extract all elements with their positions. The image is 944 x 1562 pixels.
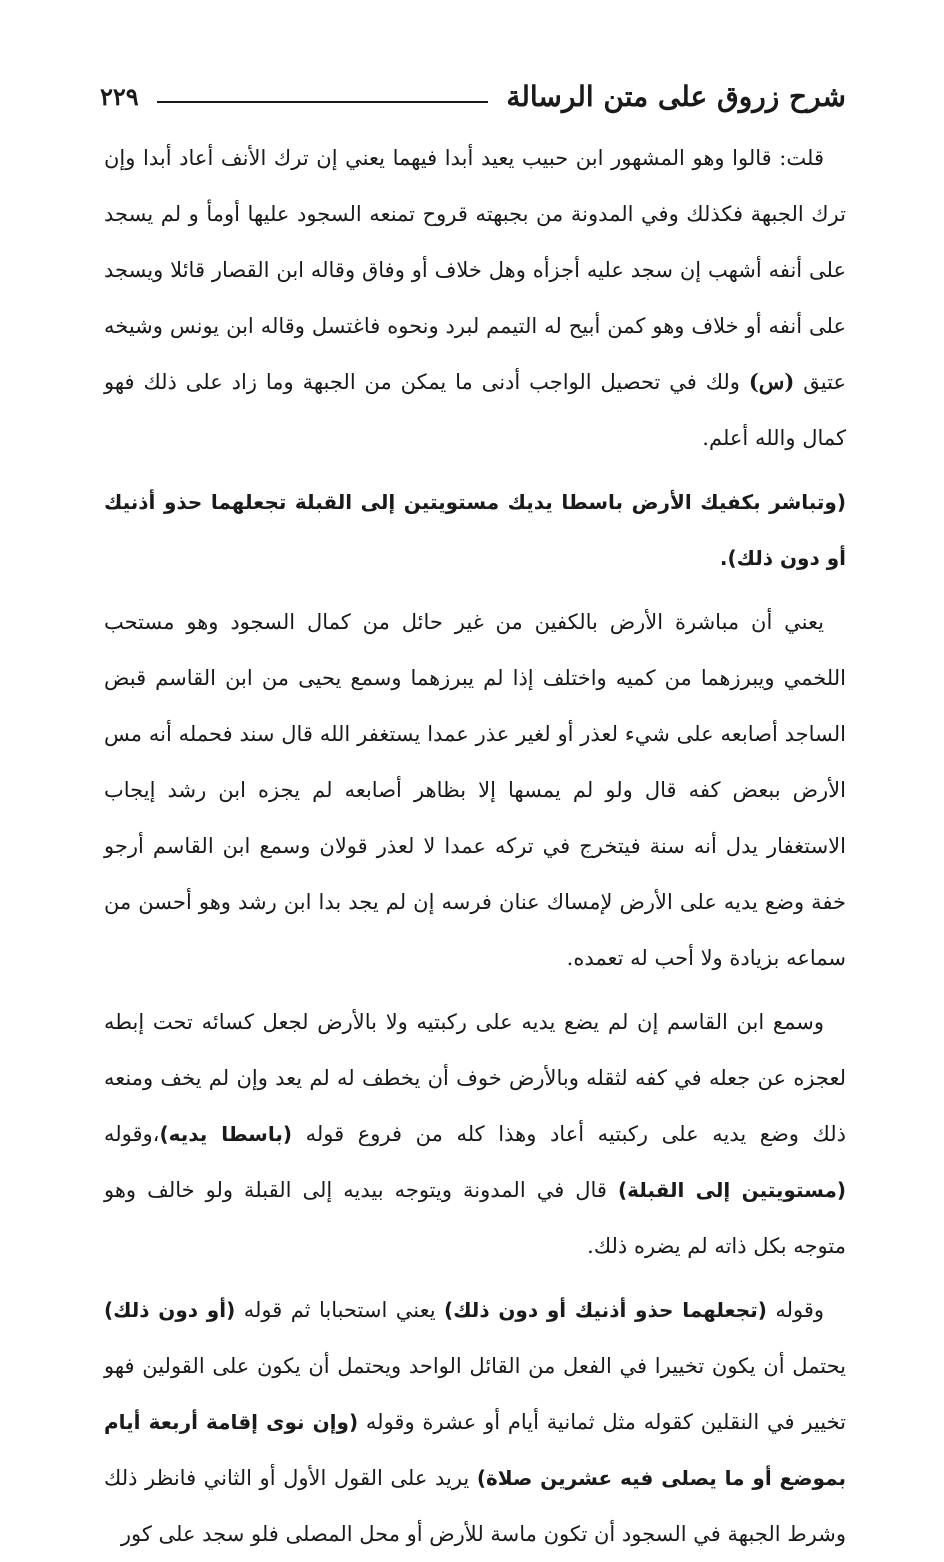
paragraph-commentary-2: يعني أن مباشرة الأرض بالكفين من غير حائل من كمال السجود وهو مستحب اللخمي ويبرزهما من كميه واختلف إذا لم يبرزهما وسمع يحيى من ابن القاسم قبض الساجد أصابعه على شيء لعذر أو لغير عذر عمدا يستغفر الله قال سند فحمله أنه مس الأرض ببعض كفه قال ولو لم يمسها إلا بظاهر أصابعه لم يجزه ابن رشد إيجاب الاستغفار يدل أنه سنة فيتخرج في تركه عمدا لا لعذر قولان وسمع ابن القاسم أرجو خفة وضع يديه على الأرض لإمساك عنان فرسه إن لم يجد بدا ابن رشد وهو أحسن من سماعه بزيادة ولا أحب له تعمده.: [104, 610, 846, 970]
paragraph-commentary-4: [104, 1282, 846, 1562]
paragraph-text: قلت: قالوا وهو المشهور ابن حبيب يعيد أبدا فيهما يعني إن ترك الأنف أعاد أبدا وإن ترك الجبهة فكذلك وفي المدونة من بجبهته قروح تمنعه السجود عليها أومأ و لم يسجد على أنفه أشهب إن سجد عليه أجزأه وهل خلاف أو وفاق وقاله ابن القصار قائلا ويسجد على أنفه أو خلاف وهو كمن أبيح له التيمم لبرد ونحوه فاغتسل وقاله ابن يونس وشيخه عتيق: [104, 146, 846, 394]
paragraph-text: ،وقوله: [104, 1122, 160, 1146]
header-rule: [157, 101, 489, 103]
matn-quote: (أو دون ذلك): [104, 1298, 236, 1322]
running-header: [100, 72, 846, 120]
paragraph-commentary-1: [104, 130, 846, 466]
paragraph-text: يعني استحبابا ثم قوله: [235, 1298, 445, 1322]
book-title: شرح زروق على متن الرسالة: [506, 79, 846, 113]
abbreviation-marker: (س): [748, 369, 795, 394]
page-number: ٢٢٩: [100, 81, 139, 111]
paragraph-text: وسمع ابن القاسم إن لم يضع يديه على ركبتيه ولا بالأرض لجعل كسائه تحت إبطه لعجزه عن جعله في كفه لثقله وبالأرض خوف أن يخطف له لم يعد وإن لم يخف ومنعه ذلك وضع يديه على ركبتيه أعاد وهذا كله من فروع قوله: [104, 1010, 846, 1146]
matn-quote: (باسطا يديه): [159, 1122, 293, 1146]
paragraph-text: ولك في تحصيل الواجب أدنى ما يمكن من الجبهة وما زاد على ذلك فهو كمال والله أعلم.: [104, 370, 846, 450]
matn-quote-heading: (وتباشر بكفيك الأرض باسطا يديك مستويتين إلى القبلة تجعلهما حذو أذنيك أو دون ذلك).: [104, 490, 846, 570]
paragraph-text: قال في المدونة ويتوجه بيديه إلى القبلة ولو خالف وهو متوجه بكل ذاته لم يضره ذلك.: [104, 1178, 846, 1258]
paragraph-text: يريد على القول الأول أو الثاني فانظر ذلك وشرط الجبهة في السجود أن تكون ماسة للأرض أو محل المصلى فلو سجد على كور: [104, 1466, 846, 1546]
page-body: [104, 130, 846, 1562]
matn-quote: (مستويتين إلى القبلة): [618, 1178, 847, 1202]
paragraph-commentary-3: [104, 994, 846, 1274]
matn-quote: (تجعلهما حذو أذنيك أو دون ذلك): [444, 1298, 767, 1322]
matn-quote: (وإن نوى إقامة أربعة أيام بموضع أو ما يصلى فيه عشرين صلاة): [104, 1410, 846, 1490]
paragraph-text: يحتمل أن يكون تخييرا في الفعل من القائل الواحد ويحتمل أن يكون على القولين فهو تخيير في النقلين كقوله مثل ثمانية أيام أو عشرة وقوله: [104, 1354, 846, 1434]
paragraph-text: وقوله: [766, 1298, 825, 1322]
